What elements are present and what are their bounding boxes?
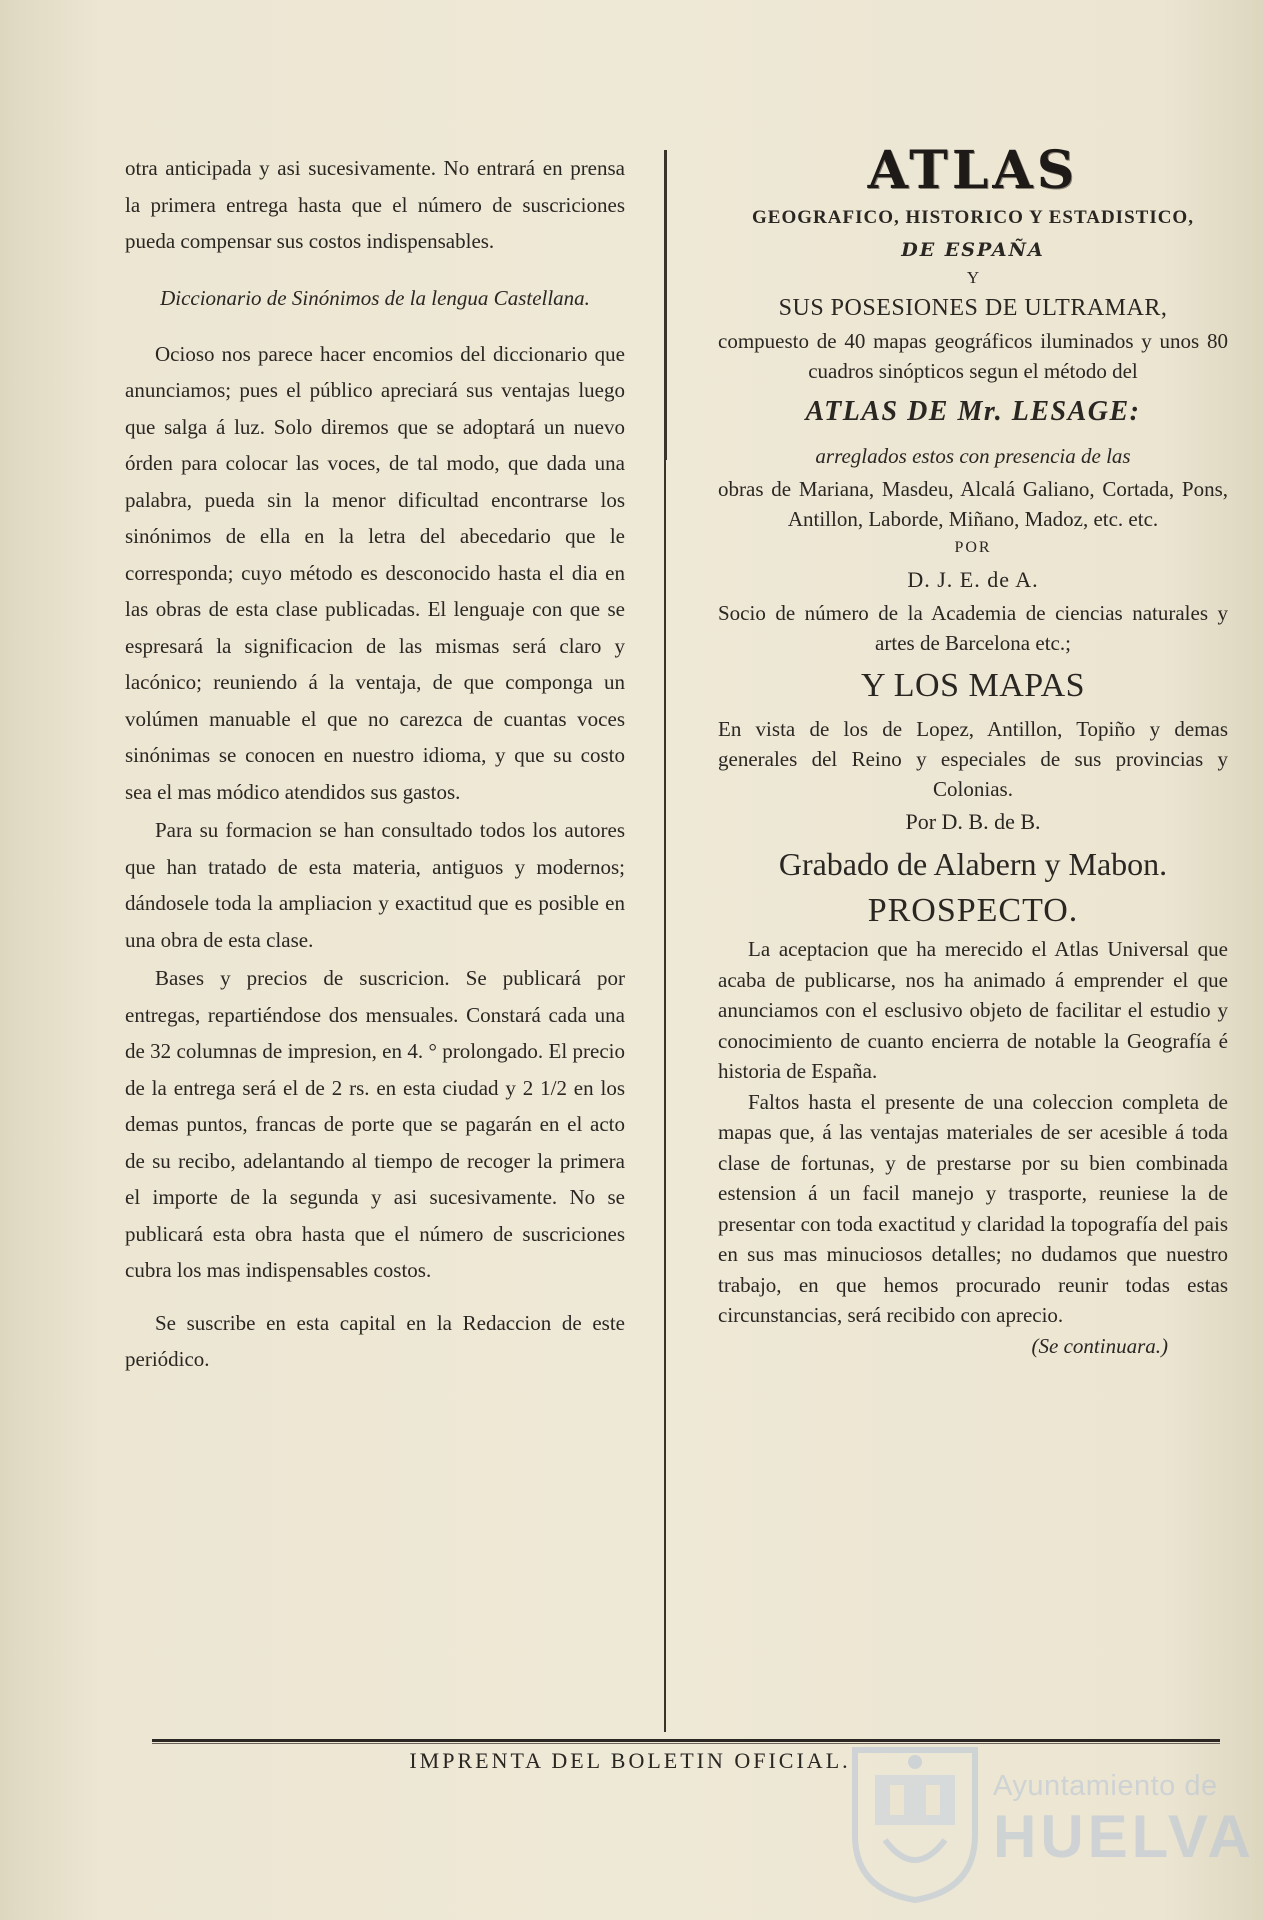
ayuntamiento-shield-icon — [845, 1740, 985, 1905]
watermark — [845, 1740, 1255, 1910]
paragraph-diccionario: Ocioso nos parece hacer encomios del diccionario que anunciamos; pues el público apreciará sus ventajas luego que salga á luz. Solo diremos que se adoptará un nuevo órden para colocar las voces, de tal modo, que dada una palabra, pueda sin la menor dificultad encontrarse los sinónimos de ella en la letra del abecedario que le corresponda; cuyo método es desconocido hasta el dia en las obras de esta clase publicadas. El lenguaje con que se espresará la significacion de las mismas será claro y lacónico; reuniendo á la ventaja, de que componga un volúmen manuable el que no carezca de cuantas voces sinónimas se conocen en nuestro idioma, y que su costo sea el mas módico atendidos sus gastos. — [125, 341, 625, 804]
watermark-line2: HUELVA — [993, 1803, 1255, 1870]
imprenta-footer: IMPRENTA DEL BOLETIN OFICIAL. — [409, 1748, 851, 1773]
paragraph-formacion: Para su formacion se han consultado todos los autores que han tratado de esta materia, antiguos y modernos; dándosele toda la ampliacion y exactitud que es posible en una obra de esta clase. — [125, 818, 625, 952]
column-divider — [664, 150, 666, 1732]
grabado-text: Grabado de Alabern y Mabon. — [778, 846, 1168, 882]
atlas-title: ATLAS — [867, 140, 1079, 201]
compuesto-text: compuesto de 40 mapas geográficos iluminados y unos 80 cuadros sinópticos segun el método del — [718, 329, 1228, 383]
continuara-note: (Se continuara.) — [1031, 1333, 1168, 1358]
section-title: Diccionario de Sinónimos de la lengua Castellana. — [160, 285, 590, 310]
lesage-heading: ATLAS DE Mr. LESAGE: — [805, 396, 1141, 427]
prospecto-paragraph-1: La aceptacion que ha merecido el Atlas Universal que acaba de publicarse, nos ha animado á emprender el que anunciamos con el esclusivo objeto de facilitar el estudio y conocimiento de cuanto encierra de notable la Geografía é historia de España. — [718, 937, 1228, 1083]
conjunction-y: Y — [966, 268, 980, 287]
por-label: POR — [954, 539, 992, 556]
socio-text: Socio de número de la Academia de ciencias naturales y artes de Barcelona etc.; — [718, 601, 1228, 655]
prospecto-paragraph-2: Faltos hasta el presente de una coleccion completa de mapas que, á las ventajas materiales de ser acesible á toda clase de fortunas, y de prestarse por su bien combinada estension á un facil manejo y trasporte, reuniese la de presentar con toda exactitud y claridad la topografía del pais en sus mas minuciosos detalles; no dudamos que nuestro trabajo, en que hemos procurado reunir todas estas circunstancias, será recibido con aprecio. — [718, 1089, 1228, 1327]
vista-text: En vista de los de Lopez, Antillon, Topiño y demas generales del Reino y especiales de sus provincias y Colonias. — [718, 717, 1228, 801]
paragraph-continuation: otra anticipada y asi sucesivamente. No entrará en prensa la primera entrega hasta que el número de suscriciones pueda compensar sus costos indispensables. — [125, 156, 625, 253]
left-column — [125, 150, 625, 1378]
de-espana-heading: DE ESPAÑA — [901, 239, 1045, 261]
arreglados-text: arreglados estos con presencia de las — [815, 444, 1131, 468]
watermark-line1: Ayuntamiento de — [993, 1770, 1218, 1802]
prospecto-heading: PROSPECTO. — [867, 892, 1079, 929]
ultramar-heading: SUS POSESIONES DE ULTRAMAR, — [778, 295, 1168, 321]
obras-text: obras de Mariana, Masdeu, Alcalá Galiano, Cortada, Pons, Antillon, Laborde, Miñano, Madoz, etc. etc. — [718, 477, 1228, 531]
right-column — [718, 140, 1228, 1361]
paragraph-bases: Bases y precios de suscricion. Se publicará por entregas, repartiéndose dos mensuales. Constará cada una de 32 columnas de impresion, en 4. ° prolongado. El precio de la entrega será el de 2 rs. en esta ciudad y 2 1/2 en los demas puntos, francas de porte que se pagarán en el acto de su recibo, adelantando al tiempo de recoger la primera el importe de la segunda y asi sucesivamente. No se publicará esta obra hasta que el número de suscriciones cubra los mas indispensables costos. — [125, 966, 625, 1282]
y-los-mapas-heading: Y LOS MAPAS — [860, 667, 1086, 704]
author-initials: D. J. E. de A. — [907, 567, 1039, 592]
por-db-text: Por D. B. de B. — [905, 809, 1041, 834]
atlas-subtitle: GEOGRAFICO, HISTORICO Y ESTADISTICO, — [752, 207, 1194, 228]
paragraph-suscribe: Se suscribe en esta capital en la Redaccion de este periódico. — [125, 1310, 625, 1371]
